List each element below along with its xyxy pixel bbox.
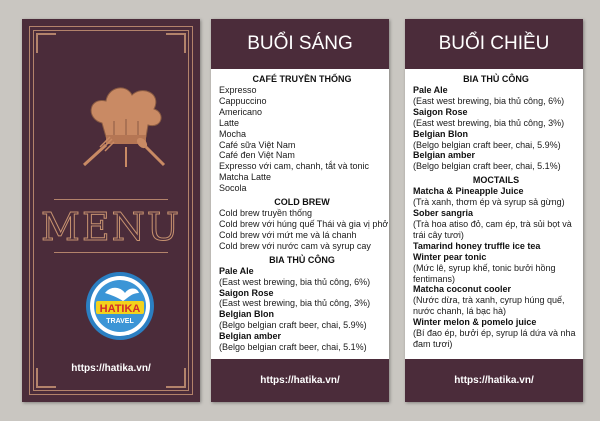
- morning-menu-panel: [211, 19, 389, 402]
- menu-item: Cold brew với mứt me và lá chanh: [219, 229, 357, 240]
- drink-name: Belgian Blon: [413, 128, 469, 139]
- hatika-travel-logo: [85, 271, 155, 341]
- section-title: COLD BREW: [274, 197, 330, 208]
- morning-footer-url[interactable]: https://hatika.vn/: [211, 359, 389, 402]
- menu-item: Latte: [219, 117, 240, 128]
- chef-hat-cutlery-icon: [76, 79, 172, 169]
- menu-item: Cold brew truyền thống: [219, 208, 313, 219]
- section-title: BIA THỦ CÔNG: [269, 254, 335, 265]
- drink-description: (Trà hoa atiso đỏ, cam ép, trà sủi bọt và trái cây tươi): [413, 218, 572, 240]
- morning-menu-body: [219, 71, 389, 353]
- menu-item: Cappuccino: [219, 95, 267, 106]
- drink-description: (East west brewing, bia thủ công, 3%): [219, 298, 371, 309]
- menu-item: Cold brew với húng quế Thái và gia vị phở: [219, 218, 389, 229]
- drink-name: Sober sangria: [413, 208, 474, 219]
- logo-subtext: TRAVEL: [106, 318, 134, 325]
- drink-name: Saigon Rose: [219, 287, 274, 298]
- menu-item: Socola: [219, 183, 247, 194]
- frame-corner-ornament: [36, 33, 56, 53]
- drink-name: Matcha coconut cooler: [413, 284, 512, 295]
- drink-name: Belgian amber: [219, 331, 282, 342]
- afternoon-footer-url[interactable]: https://hatika.vn/: [405, 359, 583, 402]
- drink-name: Pale Ale: [413, 85, 448, 95]
- menu-cover: [22, 19, 200, 402]
- section-title: BIA THỦ CÔNG: [463, 74, 529, 84]
- menu-item: Café sữa Việt Nam: [219, 139, 296, 150]
- menu-item: Cold brew với nước cam và syrup cay: [219, 240, 371, 251]
- logo-text: HATIKA: [99, 303, 141, 315]
- frame-corner-ornament: [166, 33, 186, 53]
- menu-item: Expresso: [219, 85, 257, 95]
- menu-item: Americano: [219, 106, 263, 117]
- drink-name: Saigon Rose: [413, 106, 468, 117]
- menu-item: Café đen Việt Nam: [219, 150, 295, 161]
- section-title: MOCTAILS: [472, 175, 520, 186]
- drink-description: (Belgo belgian craft beer, chai, 5.1%): [413, 161, 561, 172]
- menu-divider: [54, 199, 168, 200]
- drink-description: (Mức lê, syrup khế, tonic bưởi hồng fentimans): [413, 262, 556, 284]
- section-title: CAFÉ TRUYỀN THỐNG: [252, 74, 352, 84]
- drink-name: Belgian Blon: [219, 309, 275, 320]
- morning-header: BUỔI SÁNG: [211, 19, 389, 69]
- afternoon-header: BUỔI CHIỀU: [405, 19, 583, 69]
- menu-item: Mocha: [219, 128, 247, 139]
- drink-name: Tamarind honey truffle ice tea: [413, 240, 541, 251]
- drink-name: Winter melon & pomelo juice: [413, 317, 537, 328]
- cover-website-url[interactable]: https://hatika.vn/: [71, 363, 151, 374]
- drink-description: (Belgo belgian craft beer, chai, 5.9%): [219, 320, 367, 331]
- drink-description: (Belgo belgian craft beer, chai, 5.1%): [219, 342, 367, 353]
- afternoon-menu-body: [413, 71, 579, 350]
- drink-description: (Bí đao ép, bưởi ép, syrup lá dứa và nha đam tươi): [413, 328, 576, 349]
- menu-item: Expresso với cam, chanh, tắt và tonic: [219, 161, 369, 172]
- drink-description: (East west brewing, bia thủ công, 3%): [413, 117, 565, 128]
- drink-name: Matcha & Pineapple Juice: [413, 186, 524, 197]
- drink-name: Pale Ale: [219, 265, 254, 276]
- drink-description: (Belgo belgian craft beer, chai, 5.9%): [413, 139, 561, 150]
- afternoon-menu-panel: [405, 19, 583, 402]
- drink-description: (Trà xanh, thơm ép và syrup sả gừng): [413, 197, 565, 208]
- menu-title: MENU: [41, 205, 181, 249]
- drink-name: Winter pear tonic: [413, 251, 487, 262]
- drink-description: (Nước dừa, trà xanh, cyrup húng quế, nước chanh, lá bạc hà): [413, 295, 565, 317]
- menu-divider: [54, 252, 168, 253]
- drink-description: (East west brewing, bia thủ công, 6%): [413, 95, 565, 106]
- menu-item: Matcha Latte: [219, 172, 272, 183]
- drink-name: Belgian amber: [413, 150, 476, 161]
- drink-description: (East west brewing, bia thủ công, 6%): [219, 276, 371, 287]
